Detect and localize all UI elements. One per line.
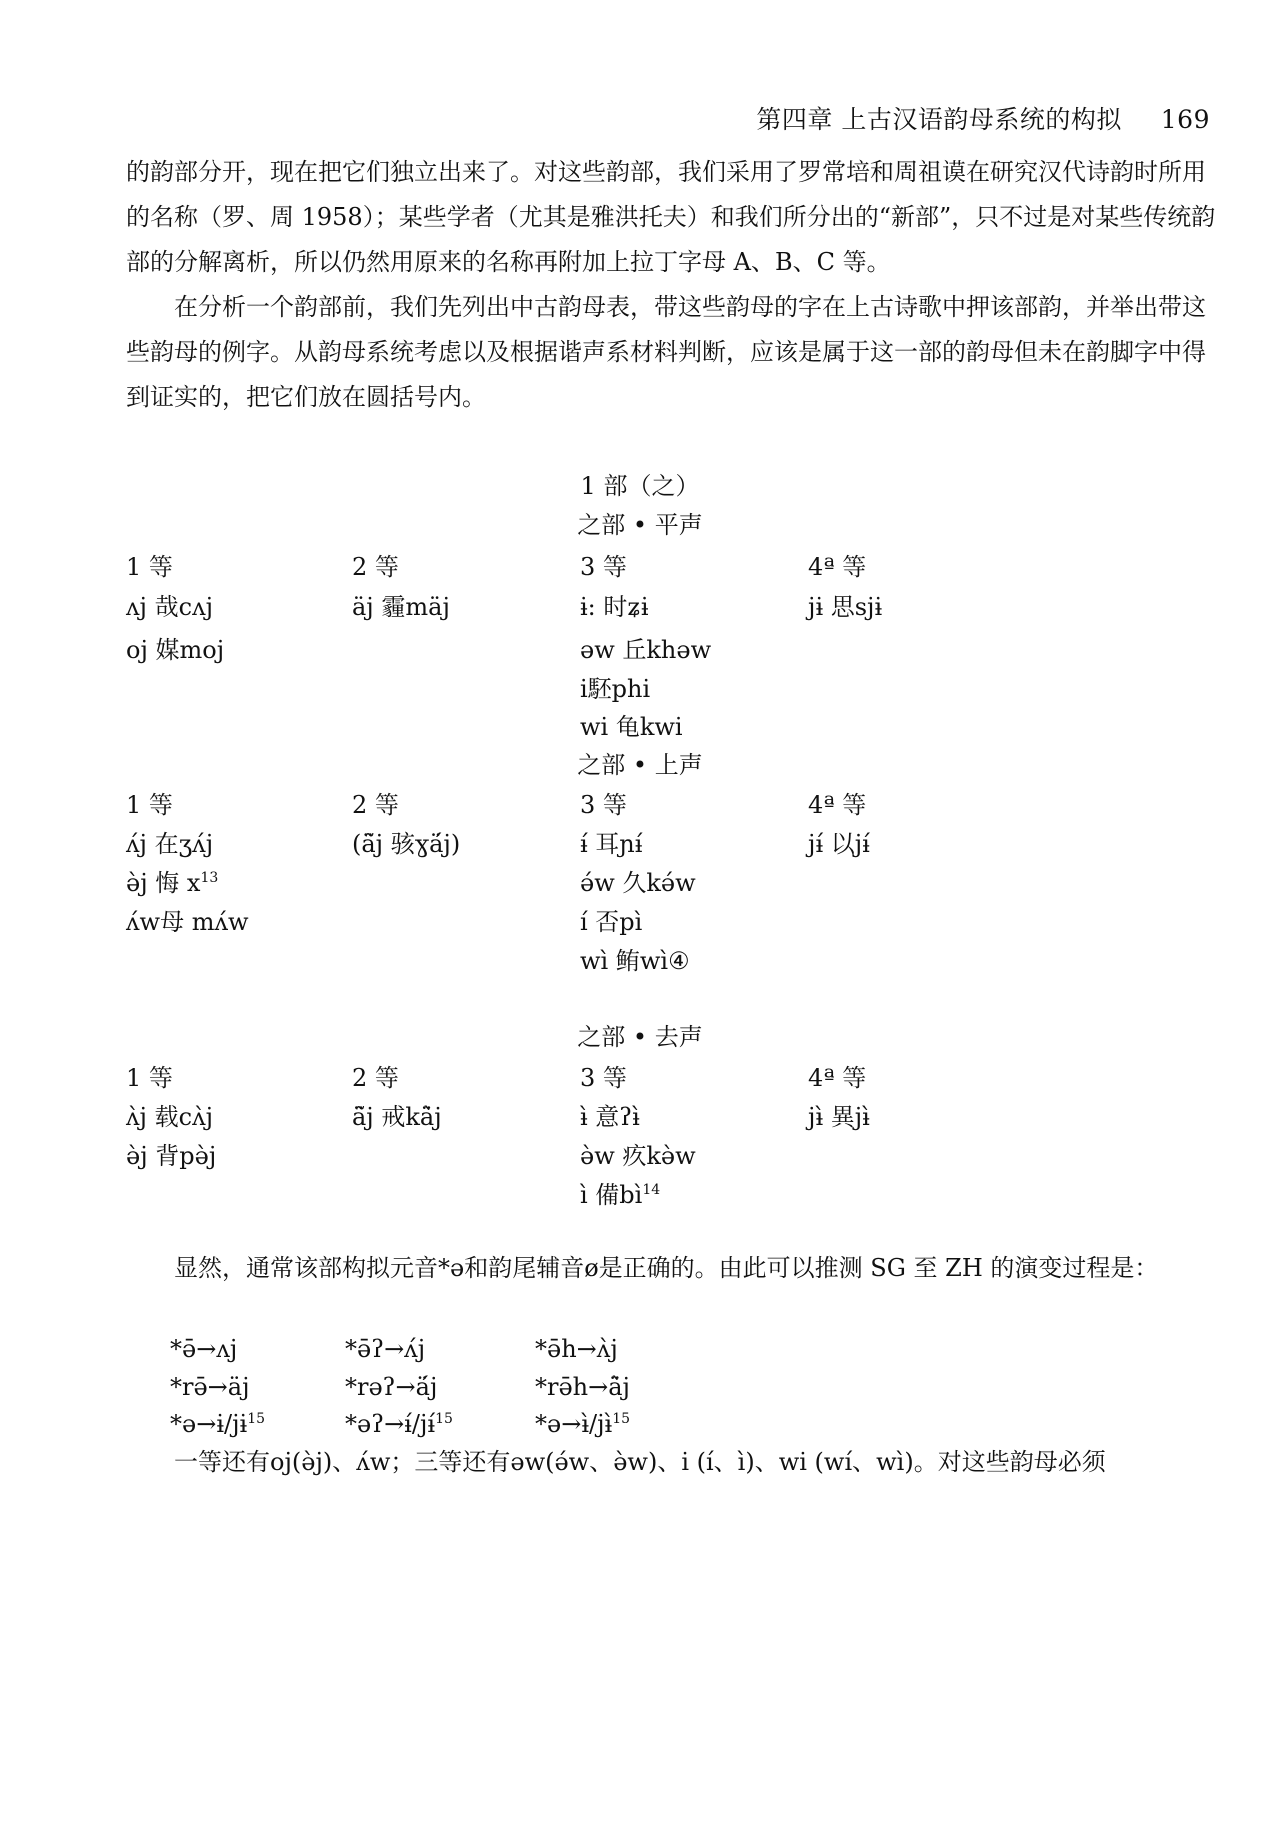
formula: *əʔ→ɨ́/jɨ́$^{15}$	[345, 1410, 453, 1438]
table-cell: ʌ́j 在ʒʌ́j	[126, 830, 214, 858]
conclusion-paragraph-1: 显然，通常该部构拟元音*ə和韵尾辅音ø是正确的。由此可以推测 SG 至 ZH 的演变过程是：	[174, 1254, 1159, 1282]
grade-header-1: 1 等	[126, 553, 173, 581]
table-cell: ə̀j 背pə̀j	[126, 1142, 217, 1170]
table-cell: ɨ̀ 意ʔɨ̀	[580, 1103, 640, 1131]
table-cell: ʌj 哉cʌj	[126, 593, 214, 621]
grade-header-2: 2 等	[352, 1064, 399, 1092]
formula: *ə→ɨ̀/jɨ̀$^{15}$	[535, 1410, 631, 1438]
grade-header-1: 1 等	[126, 1064, 173, 1092]
grade-header-3: 3 等	[580, 1064, 627, 1092]
table-cell: í 否pì	[580, 908, 643, 936]
running-header	[756, 100, 1210, 136]
chapter-title: 第四章 上古汉语韵母系统的构拟	[756, 105, 1122, 134]
formula: *rəʔ→ӓ́j	[345, 1373, 438, 1401]
table-cell: ə́w 久kə́w	[580, 869, 696, 897]
table-cell: jɨ 思sjɨ	[808, 593, 883, 621]
table-cell: oj 媒moj	[126, 636, 225, 664]
table-title-ping: 之部 • 平声	[577, 511, 703, 539]
section-title: 1 部（之）	[580, 472, 700, 500]
table-cell: ɨ́ 耳ɲɨ́	[580, 830, 643, 858]
formula: *ə̄ʔ→ʌ́j	[345, 1335, 426, 1363]
table-cell: ӓj 霾mӓj	[352, 593, 450, 621]
table-cell: ӓ̃j 戒kӓ̀j	[352, 1103, 442, 1131]
grade-header-4: 4ª 等	[808, 1064, 867, 1092]
formula: *ə̄h→ʌ̀j	[535, 1335, 618, 1363]
table-cell: ə̀w 疚kə̀w	[580, 1142, 696, 1170]
formula: *ə̄→ʌj	[170, 1335, 238, 1363]
grade-header-3: 3 等	[580, 791, 627, 819]
formula: *rə̄→ӓj	[170, 1373, 250, 1401]
table-cell: ʌ̀j 载cʌ̀j	[126, 1103, 214, 1131]
formula: *ə→ɨ/jɨ$^{15}$	[170, 1410, 266, 1438]
table-cell: wi 龟kwi	[580, 713, 683, 741]
table-cell: ə̀j 悔 $x^{13}$	[126, 869, 219, 897]
table-cell: ɨ: 时ʑɨ	[580, 593, 649, 621]
table-cell: wì 鲔wì④	[580, 947, 690, 975]
table-cell: əw 丘khəw	[580, 636, 712, 664]
table-cell: ì 備$bì^{14}$	[580, 1181, 661, 1209]
table-cell: (ӓ̃j 骇ɣӓ́j)	[352, 830, 461, 858]
table-cell: jɨ́ 以jɨ́	[808, 830, 870, 858]
grade-header-3: 3 等	[580, 553, 627, 581]
grade-header-2: 2 等	[352, 791, 399, 819]
page-number: 169	[1160, 105, 1210, 134]
intro-paragraph-1: 的韵部分开，现在把它们独立出来了。对这些韵部，我们采用了罗常培和周祖谟在研究汉代诗韵时所用的名称（罗、周 1958）；某些学者（尤其是雅洪托夫）和我们所分出的“新部”，只不过是对某些传统韵部的分解离析，所以仍然用原来的名称再附加上拉丁字母 A、B、C 等。	[126, 158, 1216, 276]
grade-header-2: 2 等	[352, 553, 399, 581]
formula: *rə̄h→ӓ̀j	[535, 1373, 630, 1401]
conclusion-paragraph-2: 一等还有oj(ə̀j)、ʌ́w；三等还有əw(ə́w、ə̀w)、i (í、ì)、wi (wí、wì)。对这些韵母必须	[174, 1448, 1106, 1476]
table-title-qu: 之部 • 去声	[577, 1023, 703, 1051]
table-cell: i駓phi	[580, 675, 651, 703]
table-cell: ʌ́w母 mʌ́w	[126, 908, 249, 936]
grade-header-4: 4ª 等	[808, 791, 867, 819]
intro-text	[126, 150, 1216, 420]
intro-paragraph-2: 在分析一个韵部前，我们先列出中古韵母表，带这些韵母的字在上古诗歌中押该部韵，并举出带这些韵母的例字。从韵母系统考虑以及根据谐声系材料判断，应该是属于这一部的韵母但未在韵脚字中得到证实的，把它们放在圆括号内。	[126, 293, 1206, 411]
grade-header-1: 1 等	[126, 791, 173, 819]
table-title-shang: 之部 • 上声	[577, 751, 703, 779]
table-cell: jɨ̀ 異jɨ̀	[808, 1103, 870, 1131]
grade-header-4: 4ª 等	[808, 553, 867, 581]
